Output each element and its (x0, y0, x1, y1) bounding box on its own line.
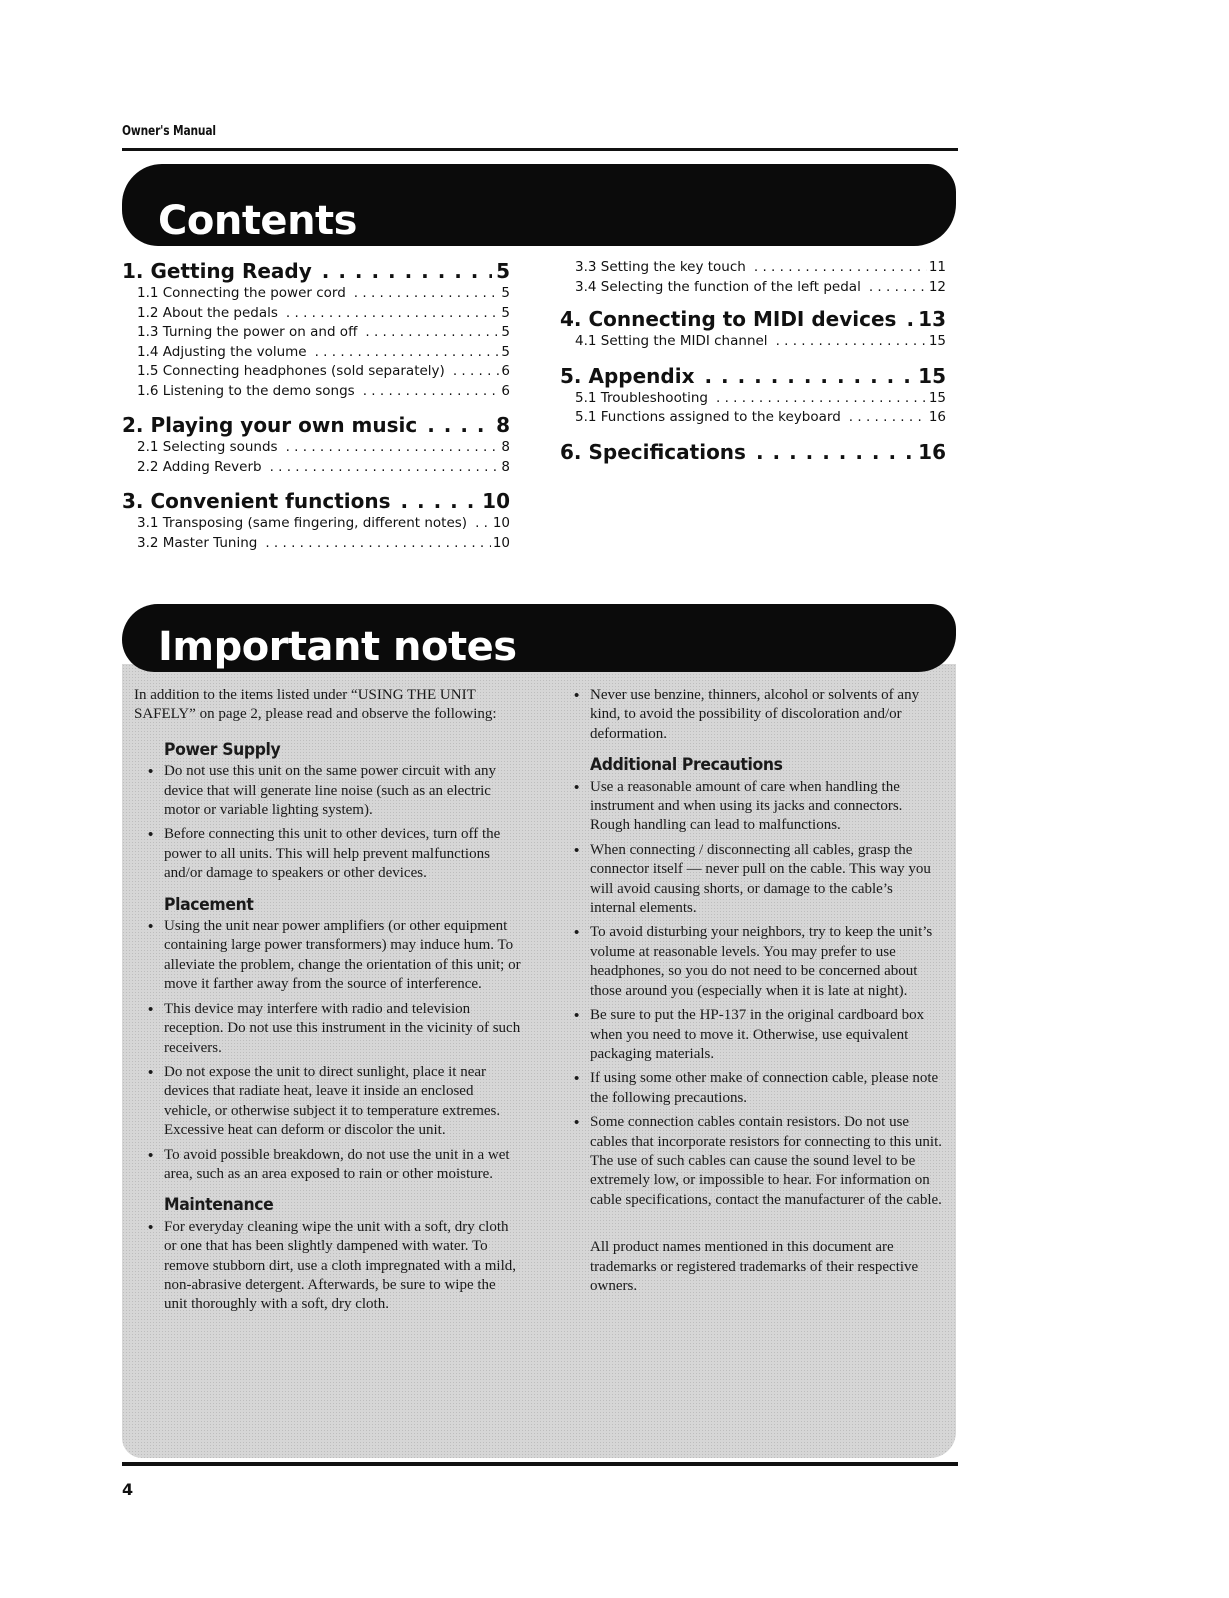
list-item: • Before connecting this unit to other devices, turn off the power to all units. This will help prevent malfunctions and/or damage to speakers or other devices. (164, 825, 522, 883)
dot-leader (754, 258, 927, 278)
list-item: • To avoid disturbing your neighbors, try to keep the unit’s volume at reasonable levels. You may prefer to use headphones, so you do not need to be concerned about those around you (especially when it is late at night). (590, 923, 942, 1001)
toc-item-label: 2.1 Selecting sounds (137, 439, 278, 455)
list-item: • Using the unit near power amplifiers (or other equipment containing large power transformers) may induce hum. To alleviate the problem, change the orientation of this unit; or move it farther away from the source of interference. (164, 917, 522, 995)
toc-continued-items (560, 258, 946, 297)
toc-item-label: 3.2 Master Tuning (137, 534, 258, 551)
toc-item[interactable] (122, 343, 510, 363)
toc-item-label: 3.3 Setting the key touch (575, 259, 746, 275)
toc-right-column (560, 258, 946, 476)
toc-item-page: 15 (928, 333, 946, 349)
dot-leader (322, 258, 492, 284)
dot-leader (427, 412, 492, 438)
toc-chapter[interactable] (560, 439, 946, 465)
toc-item[interactable] (560, 332, 946, 352)
toc-chapter-page: 16 (918, 439, 946, 464)
toc-left-column (122, 258, 510, 564)
toc-item-page: 12 (928, 278, 946, 295)
toc-item-label: 3.1 Transposing (same fingering, different notes) (137, 515, 468, 531)
list-item: • Do not expose the unit to direct sunlight, place it near devices that radiate heat, leave it inside an enclosed vehicle, or otherwise subject it to temperature extremes. Excessive heat can deform or discolor the unit. (164, 1063, 522, 1141)
toc-item[interactable] (122, 304, 510, 324)
toc-chapter-title: 1. Getting Ready (122, 259, 312, 283)
toc-item-label: 1.2 About the pedals (137, 304, 278, 321)
list-item: • For everyday cleaning wipe the unit with a soft, dry cloth or one that has been slightly dampened with water. To remove stubborn dirt, use a cloth impregnated with a mild, non-abrasive detergent. Afterwards, be sure to wipe the unit thoroughly with a soft, dry cloth. (164, 1218, 522, 1315)
toc-item-label: 1.4 Adjusting the volume (137, 343, 307, 360)
header-rule (122, 148, 958, 151)
toc-item[interactable] (122, 362, 510, 382)
additional-precautions-list (578, 778, 942, 1211)
toc-chapter-page: 5 (496, 259, 510, 283)
dot-leader (869, 278, 927, 298)
toc-chapter-group (560, 363, 946, 428)
toc-item[interactable] (560, 389, 946, 409)
page-number: 4 (122, 1480, 134, 1499)
list-item: • Never use benzine, thinners, alcohol or solvents of any kind, to avoid the possibility of discoloration and/or deformation. (590, 686, 942, 744)
power-supply-list (134, 762, 522, 883)
toc-chapter[interactable] (560, 363, 946, 389)
toc-item[interactable] (122, 382, 510, 402)
toc-chapter[interactable] (560, 306, 946, 332)
toc-item[interactable] (122, 438, 510, 458)
toc-item-page: 8 (501, 439, 510, 455)
additional-precautions-heading: Additional Precautions (590, 755, 783, 776)
dot-leader (704, 363, 914, 389)
dot-leader (315, 343, 500, 363)
dot-leader (776, 332, 927, 352)
toc-item-page: 15 (928, 389, 946, 406)
dot-leader (265, 534, 490, 554)
maintenance-heading: Maintenance (164, 1195, 274, 1216)
list-item: • To avoid possible breakdown, do not use the unit in a wet area, such as an area exposed to rain or other moisture. (164, 1146, 522, 1185)
dot-leader (401, 488, 479, 514)
toc-chapter-title: 4. Connecting to MIDI devices (560, 307, 897, 331)
important-notes-title: Important notes (158, 624, 517, 670)
toc-chapter[interactable] (122, 488, 510, 514)
toc-item-label: 3.4 Selecting the function of the left pedal (575, 278, 861, 295)
notes-left-column (134, 686, 522, 1327)
toc-chapter-page: 13 (918, 307, 946, 331)
toc-item-label: 1.6 Listening to the demo songs (137, 382, 355, 399)
toc-item-label: 4.1 Setting the MIDI channel (575, 333, 768, 349)
toc-item-label: 1.1 Connecting the power cord (137, 285, 346, 301)
dot-leader (354, 284, 500, 304)
toc-chapter-group (122, 412, 510, 477)
toc-item-label: 5.1 Troubleshooting (575, 389, 708, 406)
toc-item[interactable] (122, 323, 510, 343)
dot-leader (270, 458, 500, 478)
toc-chapter-group (122, 258, 510, 401)
toc-chapter-group (122, 488, 510, 553)
notes-intro: In addition to the items listed under “USING THE UNIT SAFELY” on page 2, please read and observe the following: (134, 687, 497, 723)
toc-item-page: 5 (501, 304, 510, 321)
toc-item[interactable] (122, 534, 510, 554)
dot-leader (453, 362, 500, 382)
list-item: • Some connection cables contain resistors. Do not use cables that incorporate resistors for connecting to this unit. The use of such cables can cause the sound level to be extremely low, or impossible to hear. For information on cable specifications, contact the manufacturer of the cable. (590, 1113, 942, 1210)
toc-item[interactable] (122, 458, 510, 478)
dot-leader (286, 438, 500, 458)
toc-item-page: 6 (501, 382, 510, 399)
power-supply-heading: Power Supply (164, 739, 281, 760)
toc-item-page: 16 (928, 409, 946, 425)
toc-item-label: 1.5 Connecting headphones (sold separately) (137, 363, 445, 379)
toc-item-page: 5 (501, 324, 510, 340)
toc-item-page: 10 (492, 515, 510, 531)
dot-leader (363, 382, 500, 402)
dot-leader (475, 514, 491, 534)
notes-right-column (578, 686, 942, 1296)
important-notes-banner (122, 604, 956, 672)
footer-rule (122, 1462, 958, 1466)
toc-item[interactable] (122, 284, 510, 304)
placement-list (134, 917, 522, 1184)
dot-leader (849, 408, 927, 428)
toc-item[interactable] (560, 258, 946, 278)
toc-item-page: 11 (928, 259, 946, 275)
toc-chapter[interactable] (122, 258, 510, 284)
running-head: Owner's Manual (122, 124, 216, 139)
toc-chapter-title: 5. Appendix (560, 363, 695, 388)
dot-leader (756, 439, 914, 465)
toc-chapter-title: 3. Convenient functions (122, 489, 391, 513)
toc-item-label: 5.1 Functions assigned to the keyboard (575, 409, 841, 425)
list-item: • Use a reasonable amount of care when handling the instrument and when using its jacks and connectors. Rough handling can lead to malfunctions. (590, 778, 942, 836)
toc-item-page: 5 (501, 285, 510, 301)
maintenance-continued-list (578, 686, 942, 744)
toc-chapter-page: 10 (482, 489, 510, 513)
list-item: • Do not use this unit on the same power circuit with any device that will generate line noise (such as an electric motor or variable lighting system). (164, 762, 522, 820)
contents-title: Contents (158, 198, 357, 244)
toc-item-page: 6 (501, 363, 510, 379)
trademark-note: All product names mentioned in this document are trademarks or registered trademarks of their respective owners. (590, 1239, 919, 1294)
maintenance-list (134, 1218, 522, 1315)
list-item: • This device may interfere with radio and television reception. Do not use this instrument in the vicinity of such receivers. (164, 1000, 522, 1058)
dot-leader (365, 323, 499, 343)
dot-leader (716, 389, 927, 409)
dot-leader (906, 306, 914, 332)
toc-item[interactable] (560, 278, 946, 298)
placement-heading: Placement (164, 894, 254, 915)
toc-item[interactable] (122, 514, 510, 534)
toc-item-page: 10 (492, 534, 510, 551)
contents-banner (122, 164, 956, 246)
list-item: • Be sure to put the HP-137 in the original cardboard box when you need to move it. Otherwise, use equivalent packaging materials. (590, 1006, 942, 1064)
dot-leader (286, 304, 499, 324)
toc-chapter-page: 8 (496, 413, 510, 437)
toc-chapter-group (560, 306, 946, 352)
toc-item-page: 8 (501, 458, 510, 475)
toc-chapter-title: 6. Specifications (560, 439, 746, 464)
toc-chapter-page: 15 (918, 363, 946, 388)
toc-item-label: 1.3 Turning the power on and off (137, 324, 358, 340)
toc-item-page: 5 (501, 343, 510, 360)
list-item: • If using some other make of connection cable, please note the following precautions. (590, 1069, 942, 1108)
toc-chapter[interactable] (122, 412, 510, 438)
toc-chapter-title: 2. Playing your own music (122, 413, 418, 437)
toc-item[interactable] (560, 408, 946, 428)
list-item: • When connecting / disconnecting all cables, grasp the connector itself — never pull on the cable. This way you will avoid causing shorts, or damage to the cable’s internal elements. (590, 841, 942, 919)
toc-chapter-group (560, 439, 946, 465)
toc-item-label: 2.2 Adding Reverb (137, 458, 262, 475)
